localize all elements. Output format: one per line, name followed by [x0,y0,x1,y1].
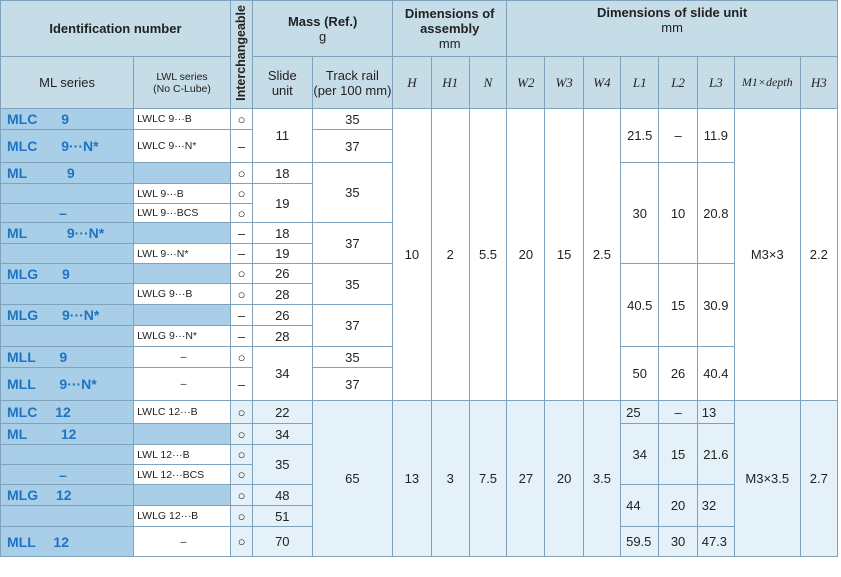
w3-value-cell: 20 [545,401,583,557]
n-header: N [469,57,506,109]
n-value-cell: 5.5 [469,109,506,401]
slide-mass-cell: 35 [253,445,312,485]
mass-header: Mass (Ref.) g [253,1,393,57]
ml-series-cell [1,445,134,465]
slide-mass-cell: 34 [253,424,312,445]
interchangeable-cell: – [230,368,252,401]
l3-value-cell: 40.4 [697,347,734,401]
l2-value-cell: 30 [659,527,697,557]
n-value-cell: 7.5 [469,401,506,557]
ml-series-cell: MLL 12 [1,527,134,557]
ml-series-header: ML series [1,57,134,109]
lwl-series-cell: LWLG 9···N* [134,326,231,347]
h1-value-cell: 2 [431,109,469,401]
l1-value-cell: 40.5 [621,264,659,347]
l1-value-cell: 34 [621,424,659,485]
interchangeable-cell: – [230,130,252,163]
l3-value-cell: 11.9 [697,109,734,163]
l3-value-cell: 47.3 [697,527,734,557]
rail-mass-cell: 35 [312,347,393,368]
lwl-series-cell: LWL 9···B [134,184,231,204]
l3-value-cell: 20.8 [697,163,734,264]
ml-series-cell: MLC 9···N* [1,130,134,163]
l2-value-cell: 15 [659,424,697,485]
w4-header: W4 [583,57,620,109]
l2-value-cell: 10 [659,163,697,264]
h-value-cell: 13 [393,401,431,557]
lwl-series-cell: – [134,527,231,557]
ml-series-cell [1,184,134,204]
rail-mass-cell: 35 [312,163,393,223]
interchangeable-header: Interchangeable [230,1,252,109]
slide-mass-cell: 26 [253,305,312,326]
interchangeable-cell: – [230,244,252,264]
w3-value-cell: 15 [545,109,583,401]
lwl-series-cell [134,485,231,506]
w2-value-cell: 20 [507,109,545,401]
l3-value-cell: 30.9 [697,264,734,347]
ml-series-cell: ML 9···N* [1,223,134,244]
rail-mass-cell: 35 [312,264,393,305]
m1-value-cell: M3×3.5 [735,401,801,557]
w2-header: W2 [507,57,545,109]
slide-mass-cell: 11 [253,109,312,163]
ml-series-cell: – [1,465,134,485]
lwl-series-cell: LWLG 12···B [134,506,231,527]
w4-value-cell: 2.5 [583,109,620,401]
slide-mass-cell: 28 [253,326,312,347]
h1-header: H1 [431,57,469,109]
l2-value-cell: 26 [659,347,697,401]
dimensions-assembly-header: Dimensions of assembly mm [393,1,507,57]
slide-unit-header: Slide unit [253,57,312,109]
lwl-series-cell [134,305,231,326]
l1-value-cell: 25 [621,401,659,424]
l2-value-cell: – [659,401,697,424]
lwl-series-cell: LWL 9···N* [134,244,231,264]
l1-value-cell: 50 [621,347,659,401]
l3-value-cell: 13 [697,401,734,424]
interchangeable-cell: – [230,326,252,347]
interchangeable-cell: ○ [230,445,252,465]
lwl-series-cell: – [134,368,231,401]
m1-header: M1×depth [735,57,801,109]
slide-mass-cell: 28 [253,284,312,305]
interchangeable-cell: ○ [230,284,252,305]
lwl-series-cell: LWLC 9···N* [134,130,231,163]
l3-value-cell: 21.6 [697,424,734,485]
lwl-series-cell [134,264,231,284]
l1-value-cell: 44 [621,485,659,527]
lwl-series-header: LWL series (No C-Lube) [134,57,231,109]
slide-mass-cell: 19 [253,184,312,223]
rail-mass-cell: 65 [312,401,393,557]
l1-value-cell: 30 [621,163,659,264]
l1-value-cell: 21.5 [621,109,659,163]
l2-value-cell: 20 [659,485,697,527]
l3-header: L3 [697,57,734,109]
slide-mass-cell: 70 [253,527,312,557]
ml-series-cell: MLG 9···N* [1,305,134,326]
w2-value-cell: 27 [507,401,545,557]
interchangeable-cell: – [230,223,252,244]
lwl-series-cell: LWL 12···B [134,445,231,465]
w3-header: W3 [545,57,583,109]
interchangeable-cell: – [230,305,252,326]
ml-series-cell: ML 9 [1,163,134,184]
h1-value-cell: 3 [431,401,469,557]
ml-series-cell: – [1,204,134,223]
ml-series-cell: MLC 9 [1,109,134,130]
w4-value-cell: 3.5 [583,401,620,557]
slide-mass-cell: 48 [253,485,312,506]
interchangeable-cell: ○ [230,506,252,527]
interchangeable-cell: ○ [230,184,252,204]
ml-series-cell: ML 12 [1,424,134,445]
h3-value-cell: 2.7 [800,401,837,557]
l3-value-cell: 32 [697,485,734,527]
ml-series-cell: MLC 12 [1,401,134,424]
h-header: H [393,57,431,109]
interchangeable-cell: ○ [230,264,252,284]
track-rail-header: Track rail (per 100 mm) [312,57,393,109]
interchangeable-cell: ○ [230,424,252,445]
identification-number-header: Identification number [1,1,231,57]
interchangeable-cell: ○ [230,347,252,368]
rail-mass-cell: 35 [312,109,393,130]
l2-value-cell: – [659,109,697,163]
interchangeable-cell: ○ [230,485,252,506]
slide-mass-cell: 51 [253,506,312,527]
ml-series-cell [1,244,134,264]
slide-mass-cell: 34 [253,347,312,401]
ml-series-cell [1,506,134,527]
ml-series-cell [1,284,134,305]
slide-mass-cell: 22 [253,401,312,424]
lwl-series-cell: LWLC 9···B [134,109,231,130]
interchangeable-cell: ○ [230,163,252,184]
interchangeable-cell: ○ [230,401,252,424]
rail-mass-cell: 37 [312,305,393,347]
ml-series-cell: MLG 9 [1,264,134,284]
l2-header: L2 [659,57,697,109]
interchangeable-cell: ○ [230,109,252,130]
l1-value-cell: 59.5 [621,527,659,557]
lwl-series-cell: LWL 9···BCS [134,204,231,223]
interchangeable-cell: ○ [230,204,252,223]
rail-mass-cell: 37 [312,130,393,163]
slide-mass-cell: 18 [253,163,312,184]
interchangeable-cell: ○ [230,527,252,557]
h3-value-cell: 2.2 [800,109,837,401]
ml-series-cell [1,326,134,347]
ml-series-cell: MLL 9 [1,347,134,368]
m1-value-cell: M3×3 [735,109,801,401]
rail-mass-cell: 37 [312,368,393,401]
lwl-series-cell: LWL 12···BCS [134,465,231,485]
lwl-series-cell [134,223,231,244]
l1-header: L1 [621,57,659,109]
lwl-series-cell [134,163,231,184]
slide-mass-cell: 19 [253,244,312,264]
lwl-series-cell: LWLC 12···B [134,401,231,424]
lwl-series-cell [134,424,231,445]
ml-series-cell: MLG 12 [1,485,134,506]
interchangeable-cell: ○ [230,465,252,485]
lwl-series-cell: – [134,347,231,368]
lwl-series-cell: LWLG 9···B [134,284,231,305]
ml-series-cell: MLL 9···N* [1,368,134,401]
slide-mass-cell: 26 [253,264,312,284]
slide-mass-cell: 18 [253,223,312,244]
rail-mass-cell: 37 [312,223,393,264]
dimensions-slide-header: Dimensions of slide unit mm [507,1,838,57]
h3-header: H3 [800,57,837,109]
h-value-cell: 10 [393,109,431,401]
l2-value-cell: 15 [659,264,697,347]
